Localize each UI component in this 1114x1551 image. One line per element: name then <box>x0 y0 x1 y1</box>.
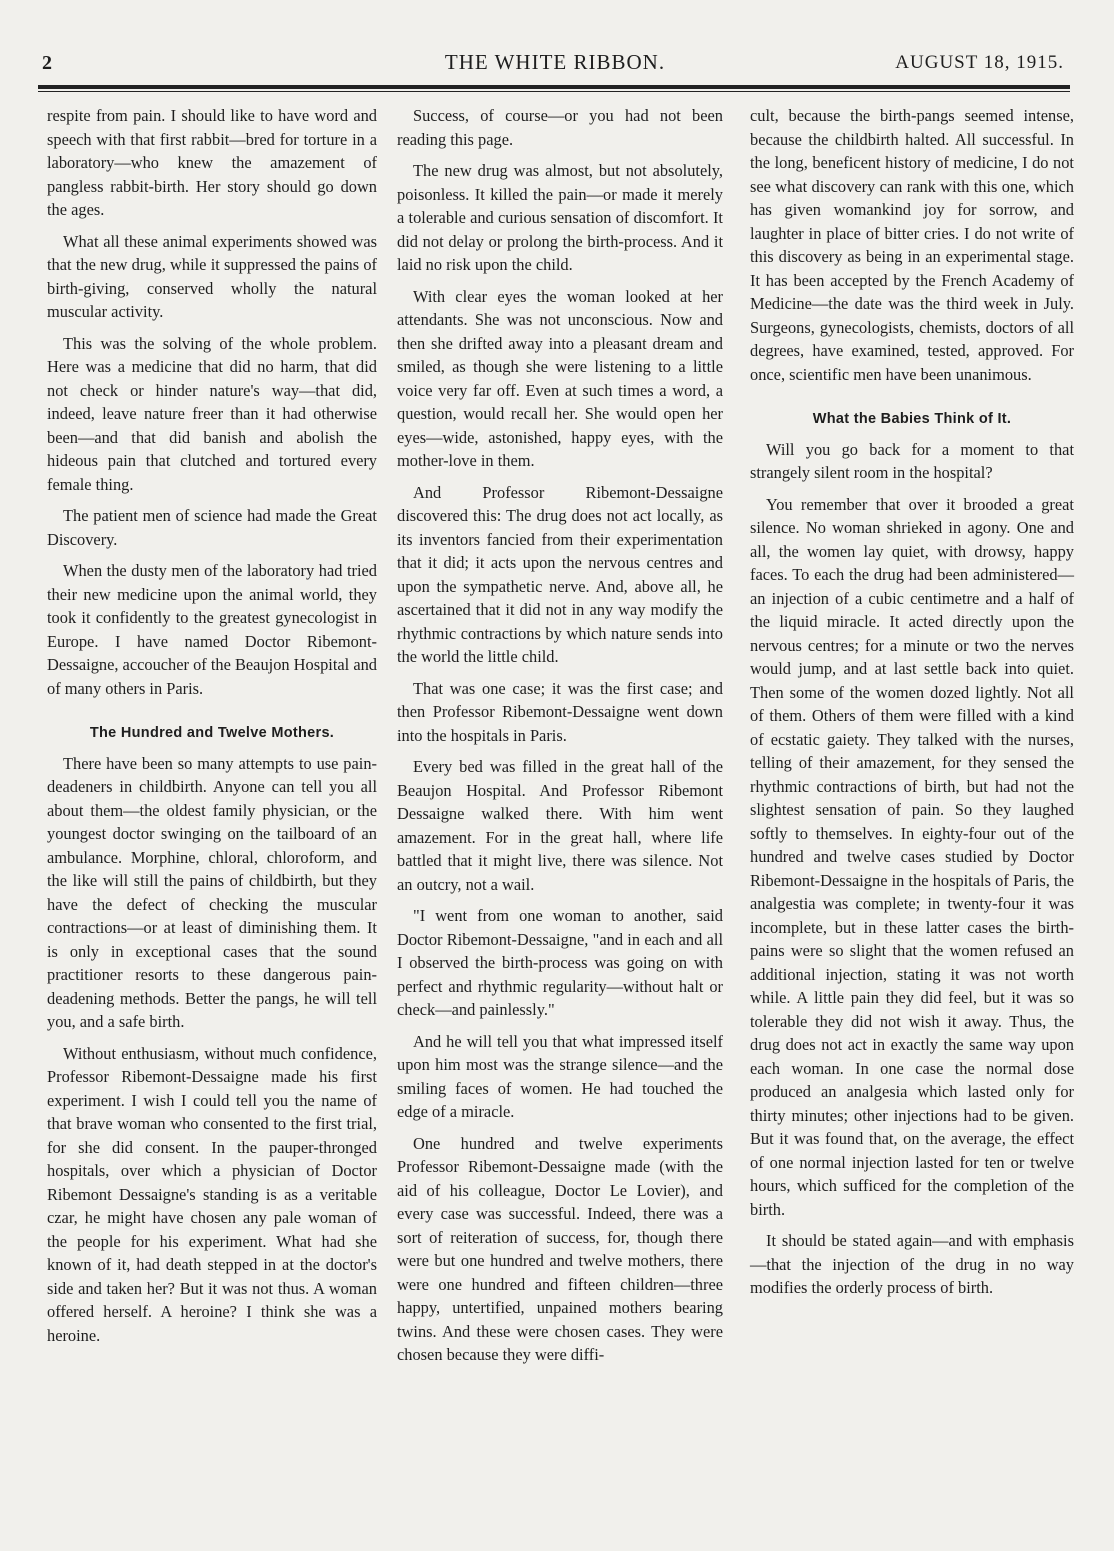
paragraph: respite from pain. I should like to have word and speech with that first rabbit—bred for torture in a laboratory—who knew the amazement of pangless rabbit-birth. Her story should go down the ages. <box>47 106 377 219</box>
article-column-3 <box>750 104 1074 1308</box>
paragraph: It should be stated again—and with emphasis—that the injection of the drug in no way modifies the orderly process of birth. <box>750 1231 1074 1297</box>
paragraph: And he will tell you that what impressed itself upon him most was the strange silence—and the smiling faces of women. He had touched the edge of a miracle. <box>397 1031 723 1121</box>
paragraph: The new drug was almost, but not absolutely, poisonless. It killed the pain—or made it merely a tolerable and curious sensation of discomfort. It did not delay or prolong the birth-process. And it laid no risk upon the child. <box>397 161 723 274</box>
paragraph: One hundred and twelve experiments Professor Ribemont-Dessaigne made (with the aid of his colleague, Doctor Le Lovier), and every case was successful. Indeed, there was a sort of reiteration of success, for, though there were but one hundred and twelve mothers, there were one hundred and fifteen children—three happy, untertified, unpained mothers bearing twins. And these were chosen cases. They were chosen because they were diffi- <box>397 1133 723 1364</box>
paragraph: The patient men of science had made the Great Discovery. <box>47 506 377 549</box>
paragraph: This was the solving of the whole problem. Here was a medicine that did no harm, that did not check or hinder nature's way—that did, indeed, leave nature freer than it had otherwise been—and that did banish and abolish the hideous pain that clutched and tortured every female thing. <box>47 333 377 494</box>
paragraph: With clear eyes the woman looked at her attendants. She was not unconscious. Now and then she drifted away into a pleasant dream and smiled, as though she were listening to a little voice very far off. Even at such times a word, a question, would recall her. She would open her eyes—wide, astonished, happy eyes, with the mother-love in them. <box>397 286 723 470</box>
paragraph: Every bed was filled in the great hall of the Beaujon Hospital. And Professor Ribemont Dessaigne walked there. With him went amazement. For in the great hall, where life battled that it might live, there was silence. Not an outcry, not a wail. <box>397 757 723 894</box>
paragraph: Without enthusiasm, without much confidence, Professor Ribemont-Dessaigne made his first experiment. I wish I could tell you the name of that brave woman who consented to the first trial, for she did consent. In the pauper-thronged hospitals, over which a physician of Doctor Ribemont Dessaigne's standing is as a veritable czar, he might have chosen any pale woman of the people for his experiment. What had she known of it, had death stepped in at the doctor's side and taken her? But it was not thus. A woman offered herself. A heroine? I think she was a heroine. <box>47 1043 377 1345</box>
section-heading: The Hundred and Twelve Mothers. <box>89 725 335 741</box>
paragraph: Success, of course—or you had not been reading this page. <box>397 106 723 149</box>
paragraph: What all these animal experiments showed was that the new drug, while it suppressed the pains of birth-giving, conserved wholly the natural muscular activity. <box>47 231 377 321</box>
paragraph: And Professor Ribemont-Dessaigne discovered this: The drug does not act locally, as its inventors fancied from their experimentation that it did; it acts upon the nervous centres and upon the sympathetic nerve. And, above all, he ascertained that it did not in any way modify the rhythmic contractions by which nature sends into the world the little child. <box>397 482 723 666</box>
issue-date: AUGUST 18, 1915. <box>895 52 1064 73</box>
page-number: 2 <box>42 52 52 74</box>
paragraph: "I went from one woman to another, said Doctor Ribemont-Dessaigne, "and in each and all I observed the birth-process was going on with perfect and rhythmic regularity—without halt or check—and painlessly." <box>397 906 723 1019</box>
header-rule-thick <box>38 85 1070 89</box>
header-rule-thin <box>38 91 1070 92</box>
section-heading: What the Babies Think of It. <box>812 411 1012 427</box>
paper-title: THE WHITE RIBBON. <box>444 50 666 74</box>
article-column-1 <box>47 104 377 1355</box>
paragraph: cult, because the birth-pangs seemed intense, because the childbirth halted. All successful. In the long, beneficent history of medicine, I do not see what discovery can rank with this one, which has given womankind joy for sorrow, and laughter in place of bitter cries. I do not write of this discovery as being in an experimental stage. It has been accepted by the French Academy of Medicine—the date was the third week in July. Surgeons, gynecologists, chemists, doctors of all degrees, have examined, tested, approved. For once, scientific men have been unanimous. <box>750 106 1074 384</box>
article-column-2 <box>397 104 723 1375</box>
paragraph: That was one case; it was the first case; and then Professor Ribemont-Dessaigne went down into the hospitals in Paris. <box>397 678 723 745</box>
paragraph: You remember that over it brooded a great silence. No woman shrieked in agony. One and all, the women lay quiet, with drowsy, happy faces. To each the drug had been administered—an injection of a cubic centimetre and a half of the liquid miracle. It acted directly upon the nervous centres; for a minute or two the nerves would jump, and at last settle back into quiet. Then some of the women dozed lightly. Not all of them. Others of them were filled with a kind of ecstatic gaiety. They talked with the nurses, telling of their amazement, for they sensed the rhythmic contractions of birth, but had not the slightest sensation of pain. So they laughed softly to themselves. In eighty-four out of the hundred and twelve cases studied by Doctor Ribemont-Dessaigne in the hospitals of Paris, the analgestia was complete; in twenty-four it was incomplete, but in these latter cases the birth-pains were so slight that the women refused an additional injection, stating it was not worth while. A little pain they did feel, but it was so tolerable they did not wish it away. Thus, the drug does not act in exactly the same way upon each woman. In one case the normal dose produced an analgesia which lasted only for thirty minutes; other injections had to be given. But it was found that, on the average, the effect of one normal injection lasted for ten or twelve hours, which sufficed for the completion of the birth. <box>750 494 1074 1219</box>
paragraph: When the dusty men of the laboratory had tried their new medicine upon the animal world, they took it confidently to the greatest gynecologist in Europe. I have named Doctor Ribemont-Dessaigne, accoucher of the Beaujon Hospital and of many others in Paris. <box>47 561 377 698</box>
paragraph: Will you go back for a moment to that strangely silent room in the hospital? <box>750 439 1074 482</box>
page-header <box>40 50 1070 78</box>
paragraph: There have been so many attempts to use pain-deadeners in childbirth. Anyone can tell you all about them—the oldest family physician, or the youngest doctor swinging on the tailboard of an ambulance. Morphine, chloral, chloroform, and the like will still the pains of childbirth, but they have the defect of checking the muscular contractions—or at least of diminishing them. It is only in exceptional cases that the sound practitioner resorts to these dangerous pain-deadening methods. Better the pangs, he will tell you, and a safe birth. <box>47 753 377 1031</box>
